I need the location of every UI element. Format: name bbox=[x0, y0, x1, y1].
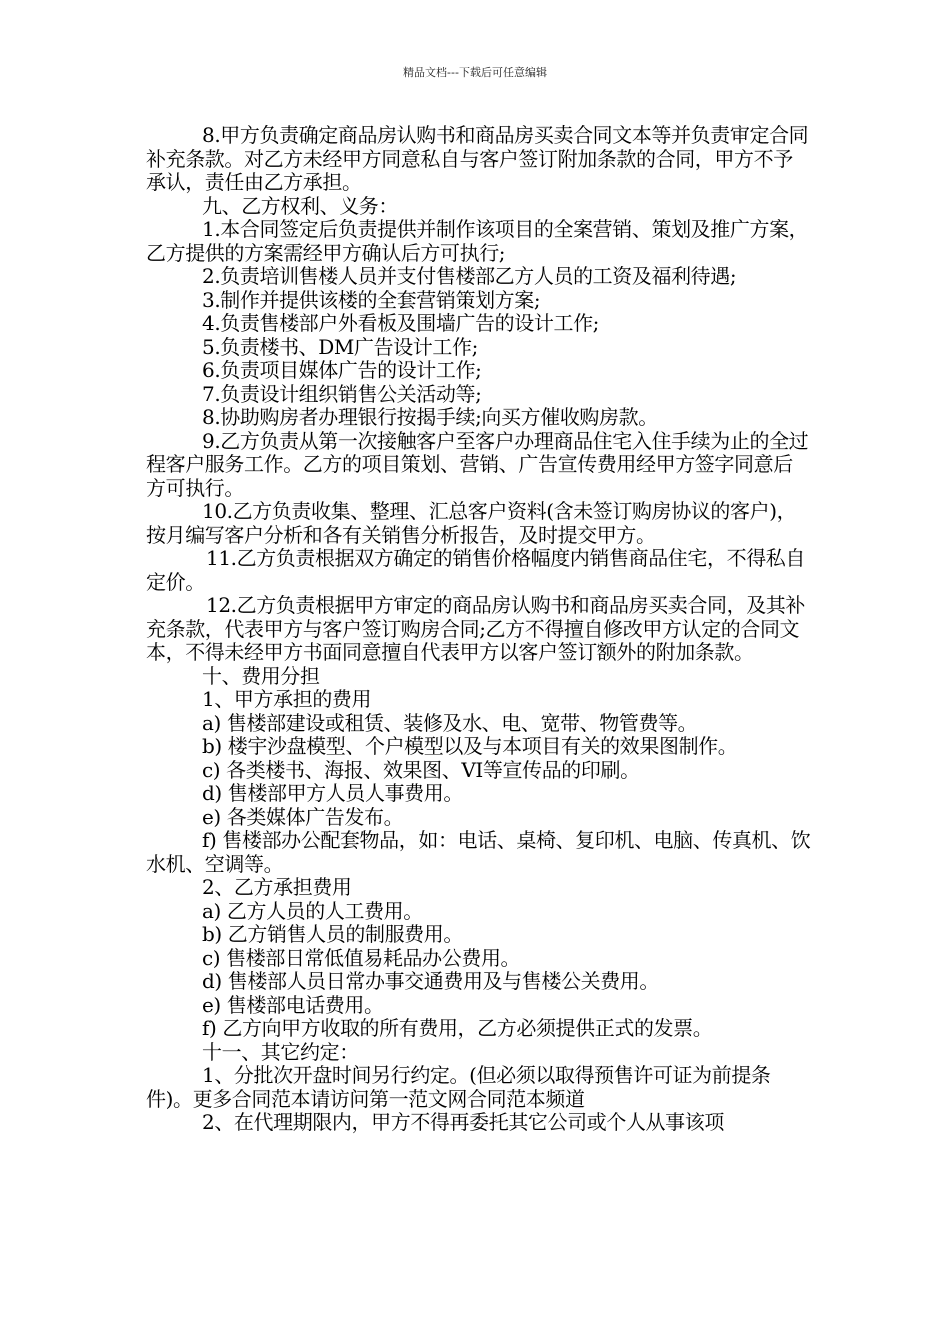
header-note: 精品文档---下载后可任意编辑 bbox=[403, 66, 547, 79]
paragraph: 1、分批次开盘时间另行约定。(但必须以取得预售许可证为前提条件)。更多合同范本请访问第一范文网合同范本频道 bbox=[146, 1063, 771, 1111]
paragraph: 8.协助购房者办理银行按揭手续;向买方催收购房款。 bbox=[202, 405, 658, 429]
list-item: a) 乙方人员的人工费用。 bbox=[202, 898, 423, 923]
list-item: e) 各类媒体广告发布。 bbox=[202, 804, 404, 829]
section-heading: 十、费用分担 bbox=[202, 663, 320, 688]
subsection-heading: 2、乙方承担费用 bbox=[202, 875, 352, 899]
list-item: c) 各类楼书、海报、效果图、VI等宣传品的印刷。 bbox=[202, 757, 640, 782]
section-heading: 十一、其它约定： bbox=[202, 1039, 359, 1064]
subsection-heading: 1、甲方承担的费用 bbox=[202, 687, 372, 711]
list-item: d) 售楼部人员日常办事交通费用及与售楼公关费用。 bbox=[202, 969, 659, 993]
list-item: a) 售楼部建设或租赁、装修及水、电、宽带、物管费等。 bbox=[202, 710, 698, 735]
section-heading: 九、乙方权利、义务： bbox=[202, 193, 398, 218]
list-item: b) 楼宇沙盘模型、个户模型以及与本项目有关的效果图制作。 bbox=[202, 734, 738, 758]
paragraph: 10.乙方负责收集、整理、汇总客户资料(含未签订购房协议的客户)，按月编写客户分析和各有关销售分析报告，及时提交甲方。 bbox=[146, 499, 797, 547]
paragraph: 11.乙方负责根据双方确定的销售价格幅度内销售商品住宅，不得私自定价。 bbox=[146, 546, 806, 594]
paragraph: 12.乙方负责根据甲方审定的商品房认购书和商品房买卖合同，及其补充条款，代表甲方与客户签订购房合同;乙方不得擅自修改甲方认定的合同文本，不得未经甲方书面同意擅自代表甲方以客户签订额外的附加条款。 bbox=[146, 593, 806, 664]
paragraph: 6.负责项目媒体广告的设计工作; bbox=[202, 358, 482, 382]
paragraph: 2.负责培训售楼人员并支付售楼部乙方人员的工资及福利待遇; bbox=[202, 264, 737, 288]
list-item: b) 乙方销售人员的制服费用。 bbox=[202, 922, 463, 946]
list-item: f) 乙方向甲方收取的所有费用，乙方必须提供正式的发票。 bbox=[202, 1016, 713, 1040]
document-body bbox=[146, 124, 812, 1135]
paragraph: 2、在代理期限内，甲方不得再委托其它公司或个人从事该项 bbox=[202, 1110, 724, 1134]
paragraph: 3.制作并提供该楼的全套营销策划方案; bbox=[202, 287, 541, 312]
paragraph: 5.负责楼书、DM广告设计工作; bbox=[202, 334, 478, 359]
list-item: c) 售楼部日常低值易耗品办公费用。 bbox=[202, 945, 521, 970]
paragraph: 9.乙方负责从第一次接触客户至客户办理商品住宅入住手续为止的全过程客户服务工作。乙方的项目策划、营销、广告宣传费用经甲方签字同意后方可执行。 bbox=[146, 428, 809, 500]
paragraph: 1.本合同签定后负责提供并制作该项目的全案营销、策划及推广方案，乙方提供的方案需经甲方确认后方可执行; bbox=[146, 217, 809, 265]
paragraph: 7.负责设计组织销售公关活动等; bbox=[202, 381, 482, 406]
list-item: f) 售楼部办公配套物品，如：电话、桌椅、复印机、电脑、传真机、饮水机、空调等。 bbox=[146, 828, 811, 876]
paragraph: 4.负责售楼部户外看板及围墙广告的设计工作; bbox=[202, 311, 600, 335]
paragraph: 8.甲方负责确定商品房认购书和商品房买卖合同文本等并负责审定合同补充条款。对乙方未经甲方同意私自与客户签订附加条款的合同，甲方不予承认，责任由乙方承担。 bbox=[146, 123, 809, 194]
list-item: e) 售楼部电话费用。 bbox=[202, 992, 384, 1017]
list-item: d) 售楼部甲方人员人事费用。 bbox=[202, 781, 463, 805]
